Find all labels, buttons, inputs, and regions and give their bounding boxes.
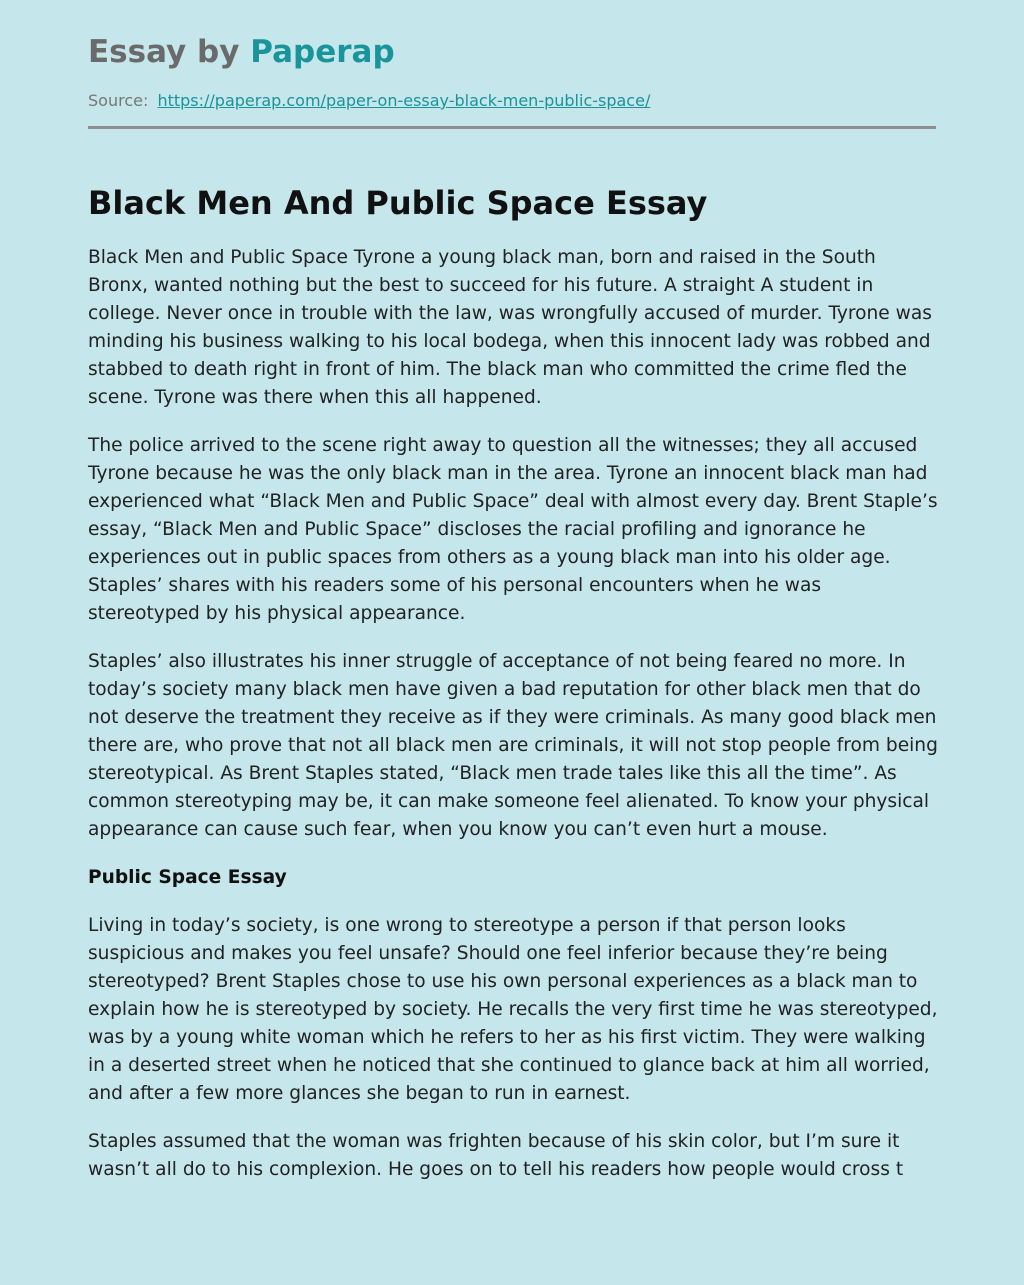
essay-title: Black Men And Public Space Essay: [88, 184, 708, 222]
source-link[interactable]: https://paperap.com/paper-on-essay-black-men-public-space/: [157, 91, 651, 110]
source-label: Source:: [88, 91, 149, 110]
brand-prefix: Essay by: [88, 34, 251, 70]
essay-paragraph: Staples’ also illustrates his inner struggle of acceptance of not being feared no more. In today’s society many black men have given a bad reputation for other black men that do not deserve the treatment they receive as if they were criminals. As many good black men there are, who prove that not all black men are criminals, it will not stop people from being stereotypical. As Brent Staples stated, “Black men trade tales like this all the time”. As common stereotyping may be, it can make someone feel alienated. To know your physical appearance can cause such fear, when you know you can’t even hurt a mouse.: [88, 651, 938, 840]
essay-paragraph: Black Men and Public Space Tyrone a young black man, born and raised in the South Bronx, wanted nothing but the best to succeed for his future. A straight A student in college. Never once in trouble with the law, was wrongfully accused of murder. Tyrone was minding his business walking to his local bodega, when this innocent lady was robbed and stabbed to death right in front of him. The black man who committed the crime fled the scene. Tyrone was there when this all happened.: [88, 247, 932, 408]
source-line: [88, 90, 936, 112]
essay-paragraph: Staples assumed that the woman was frighten because of his skin color, but I’m sure it wasn’t all do to his complexion. He goes on to tell his readers how people would cross t: [88, 1131, 904, 1180]
brand-name: Paperap: [250, 34, 395, 70]
essay-paragraph: Living in today’s society, is one wrong to stereotype a person if that person looks suspicious and makes you feel unsafe? Should one feel inferior because they’re being stereotyped? Brent Staples chose to use his own personal experiences as a black man to explain how he is stereotyped by society. He recalls the very first time he was stereotyped, was by a young white woman which he refers to her as his first victim. They were walking in a deserted street when he noticed that she continued to glance back at him all worried, and after a few more glances she began to run in earnest.: [88, 915, 938, 1104]
essay-paragraph: The police arrived to the scene right away to question all the witnesses; they all accused Tyrone because he was the only black man in the area. Tyrone an innocent black man had experienced what “Black Men and Public Space” deal with almost every day. Brent Staple’s essay, “Black Men and Public Space” discloses the racial profiling and ignorance he experiences out in public spaces from others as a young black man into his older age. Staples’ shares with his readers some of his personal encounters when he was stereotyped by his physical appearance.: [88, 435, 938, 624]
section-subheading: Public Space Essay: [88, 867, 287, 888]
site-brand[interactable]: [88, 0, 936, 72]
header-divider: [88, 126, 936, 129]
essay-body: [88, 244, 936, 1184]
